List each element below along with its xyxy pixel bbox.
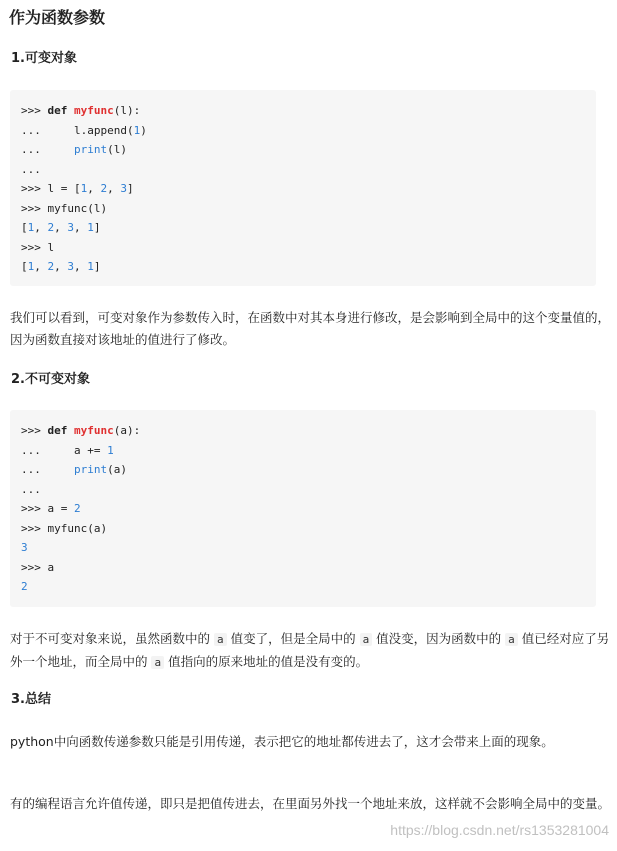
- code-line: [1, 2, 3, 1]: [21, 221, 101, 234]
- code-line: [1, 2, 3, 1]: [21, 260, 101, 273]
- code-line: >>> l: [21, 240, 55, 254]
- paragraph-summary-1: python中向函数传递参数只能是引用传递，表示把它的地址都传进去了，这才会带来上面的现象。: [10, 734, 554, 749]
- code-line: ...: [21, 482, 41, 496]
- code-line: 2: [21, 580, 28, 593]
- paragraph-summary-2: 有的编程语言允许值传递，即只是把值传进去，在里面另外找一个地址来放，这样就不会影响全局中的变量。: [10, 796, 611, 811]
- code-line: ... print(l): [21, 143, 127, 156]
- watermark: https://blog.csdn.net/rs1353281004: [390, 822, 609, 838]
- code-block-mutable[interactable]: [10, 90, 596, 286]
- code-line: >>> a = 2: [21, 502, 81, 515]
- inline-code: a: [214, 633, 227, 646]
- inline-code: a: [360, 633, 373, 646]
- code-line: ...: [21, 162, 41, 176]
- paragraph-mutable: 我们可以看到，可变对象作为参数传入时，在函数中对其本身进行修改，是会影响到全局中的这个变量值的，因为函数直接对该地址的值进行了修改。: [10, 310, 611, 347]
- section-heading-mutable: 1.可变对象: [11, 51, 77, 66]
- code-block-immutable[interactable]: [10, 410, 596, 607]
- section-heading-immutable: 2.不可变对象: [11, 372, 90, 387]
- code-line: 3: [21, 541, 28, 554]
- code-line: >>> def myfunc(l):: [21, 104, 141, 117]
- inline-code: a: [505, 633, 518, 646]
- page-title: 作为函数参数: [9, 8, 106, 27]
- code-line: >>> l = [1, 2, 3]: [21, 182, 134, 195]
- code-line: >>> myfunc(l): [21, 201, 108, 215]
- inline-code: a: [151, 656, 164, 669]
- code-line: ... print(a): [21, 463, 127, 476]
- section-heading-summary: 3.总结: [11, 692, 51, 707]
- code-line: >>> myfunc(a): [21, 521, 108, 535]
- paragraph-immutable: 对于不可变对象来说，虽然函数中的 a 值变了，但是全局中的 a 值没变，因为函数中的 a 值已经对应了另外一个地址，而全局中的 a 值指向的原来地址的值是没有变的。: [10, 631, 610, 669]
- code-line: >>> def myfunc(a):: [21, 424, 141, 437]
- code-line: ... a += 1: [21, 443, 114, 457]
- code-line: >>> a: [21, 560, 55, 574]
- code-line: ... l.append(1): [21, 123, 147, 137]
